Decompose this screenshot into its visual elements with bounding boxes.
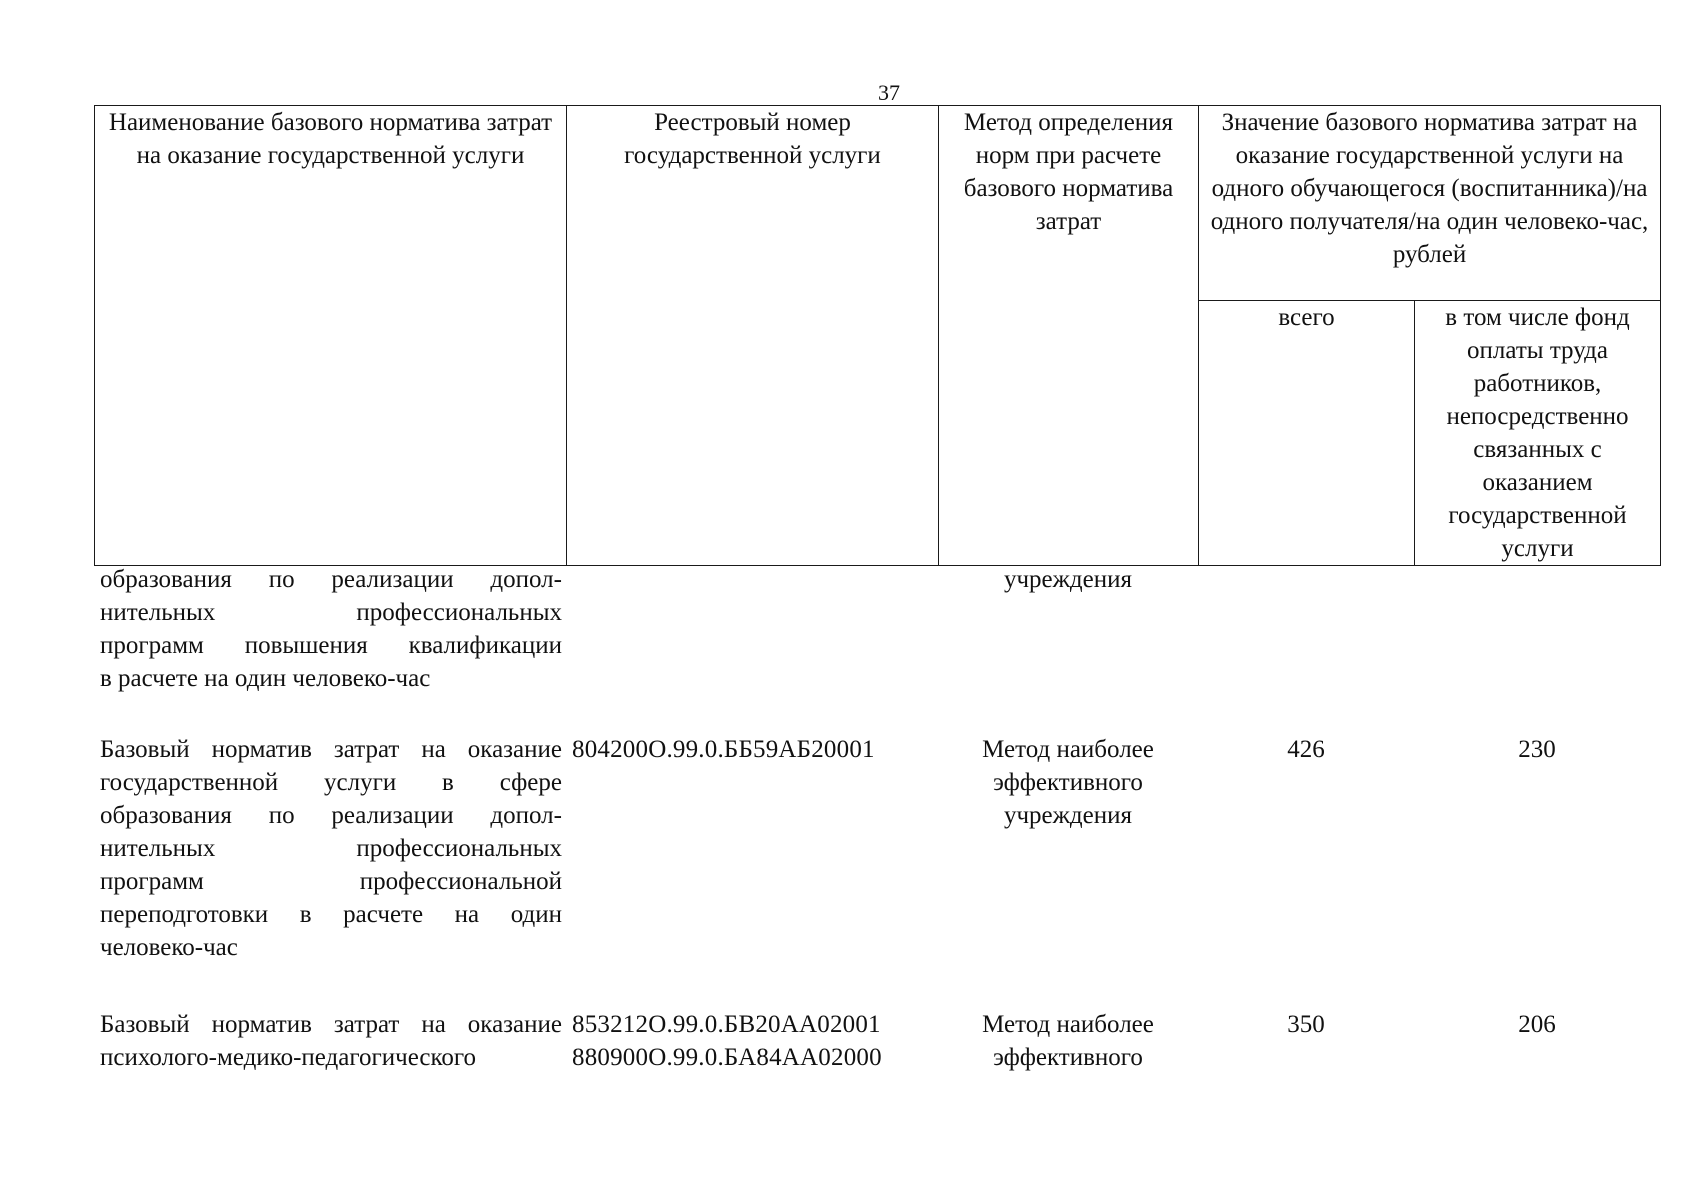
service-name-line: Базовый норматив затрат на оказание [100,1011,562,1038]
registry-numbers [572,1008,938,1074]
value-total: 350 [1287,1011,1325,1038]
page-number: 37 [878,80,900,105]
service-name-line: нительных профессиональных [100,599,562,626]
header-registry-column: Реестровый номер государственной услуги [567,106,939,566]
service-name-line: программ повышения квалификации [100,632,562,659]
registry-number: 804200О.99.0.ББ59АБ20001 [572,736,875,763]
service-name-line: программ профессиональной [100,868,562,895]
method: учреждения [1003,566,1132,593]
value-total: 426 [1287,736,1325,763]
table-row [94,563,1660,733]
registry-number: 880900О.99.0.БА84АА02000 [572,1044,882,1071]
registry-numbers [572,733,938,766]
service-name-line: государственной услуги в сфере [100,769,562,796]
service-name [100,1008,562,1074]
service-name-line: Базовый норматив затрат на оказание [100,736,562,763]
service-name-line: переподготовки в расчете на один [100,901,562,928]
service-name-line: в расчете на один человеко-час [100,665,431,692]
method: Метод наиболее эффективного учреждения [982,736,1154,829]
table-body [94,563,1660,1088]
registry-number: 853212О.99.0.БВ20АА02001 [572,1011,881,1038]
value-salary: 206 [1518,1011,1556,1038]
header-value-column: Значение базового норматива затрат на оказание государственной услуги на одного обучающегося (воспитанника)/на одного получателя/на один человеко-час, рублей [1199,106,1661,301]
table-header [94,105,1661,566]
service-name [100,733,562,964]
service-name-line: человеко-час [100,934,238,961]
service-name [100,563,562,695]
header-method-column: Метод определения норм при расчете базового норматива затрат [939,106,1199,566]
value-salary: 230 [1518,736,1556,763]
service-name-line: психолого-медико-педагогического [100,1044,477,1071]
service-name-line: образования по реализации допол- [100,802,562,829]
table-row [94,1008,1660,1088]
service-name-line: образования по реализации допол- [100,566,562,593]
header-salary-column: в том числе фонд оплаты труда работников, непосредственно связанных с оказанием государственной услуги [1415,301,1661,566]
method: Метод наиболее эффективного [982,1011,1154,1071]
service-name-line: нительных профессиональных [100,835,562,862]
table-row [94,733,1660,1008]
header-total-column: всего [1199,301,1415,566]
header-name-column: Наименование базового норматива затрат на оказание государственной услуги [95,106,567,566]
